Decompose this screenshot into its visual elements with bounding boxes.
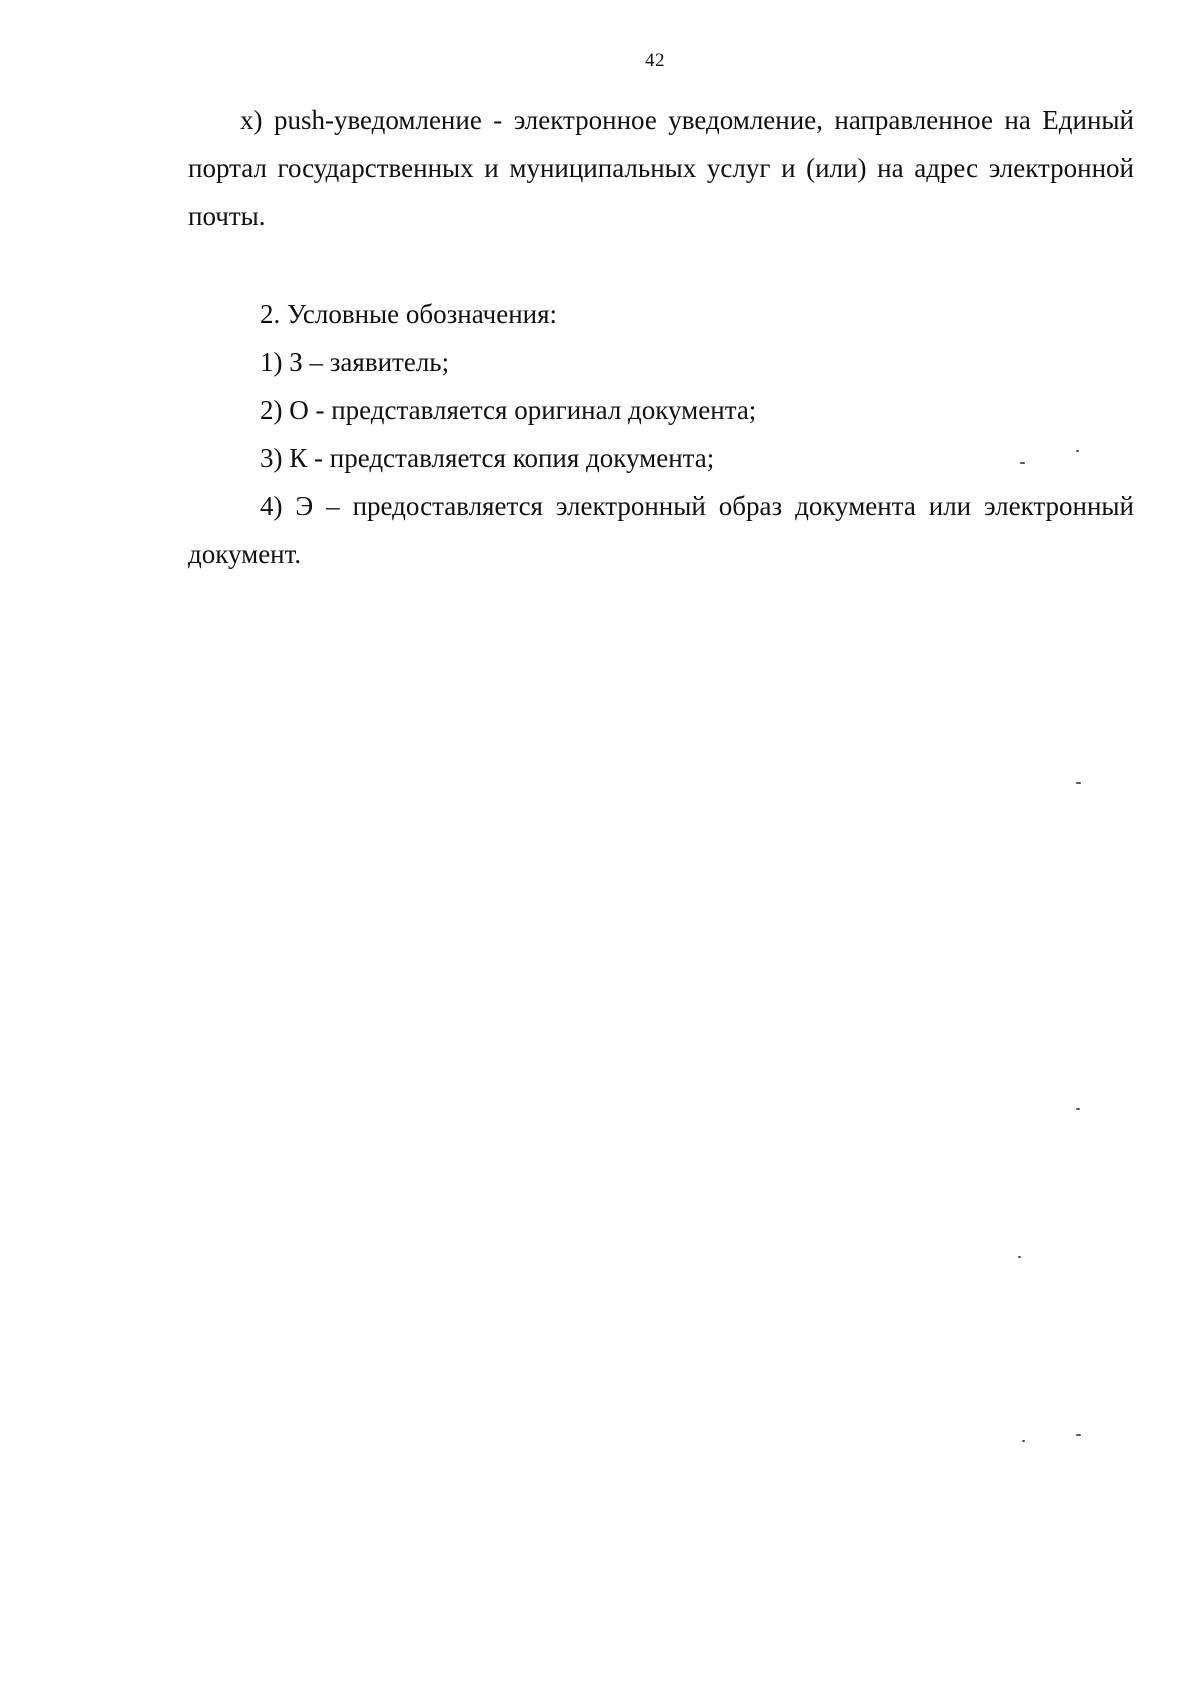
- legend-heading: 2. Условные обозначения:: [260, 299, 558, 329]
- legend-item-original: 2) О - представляется оригинал документа;: [260, 395, 757, 425]
- scan-speck: [1076, 1434, 1081, 1436]
- legend-item-copy: 3) К - представляется копия документа;: [260, 443, 715, 473]
- page-number: 42: [645, 50, 665, 71]
- scan-speck: [1076, 450, 1079, 452]
- scan-speck: [1022, 1440, 1025, 1442]
- scan-speck: [1018, 1256, 1021, 1258]
- legend-item-applicant: 1) З – заявитель;: [260, 347, 450, 377]
- scan-speck: [1020, 462, 1025, 464]
- legend-item-electronic: 4) Э – предоставляется электронный образ документа или электронный документ.: [188, 491, 1134, 569]
- scan-speck: [1076, 782, 1081, 784]
- definition-item-push-notification: х) push-уведомление - электронное уведомление, направленное на Единый портал государственных и муниципальных услуг и (или) на адрес электронной почты.: [188, 105, 1134, 231]
- scan-speck: [1076, 1108, 1080, 1110]
